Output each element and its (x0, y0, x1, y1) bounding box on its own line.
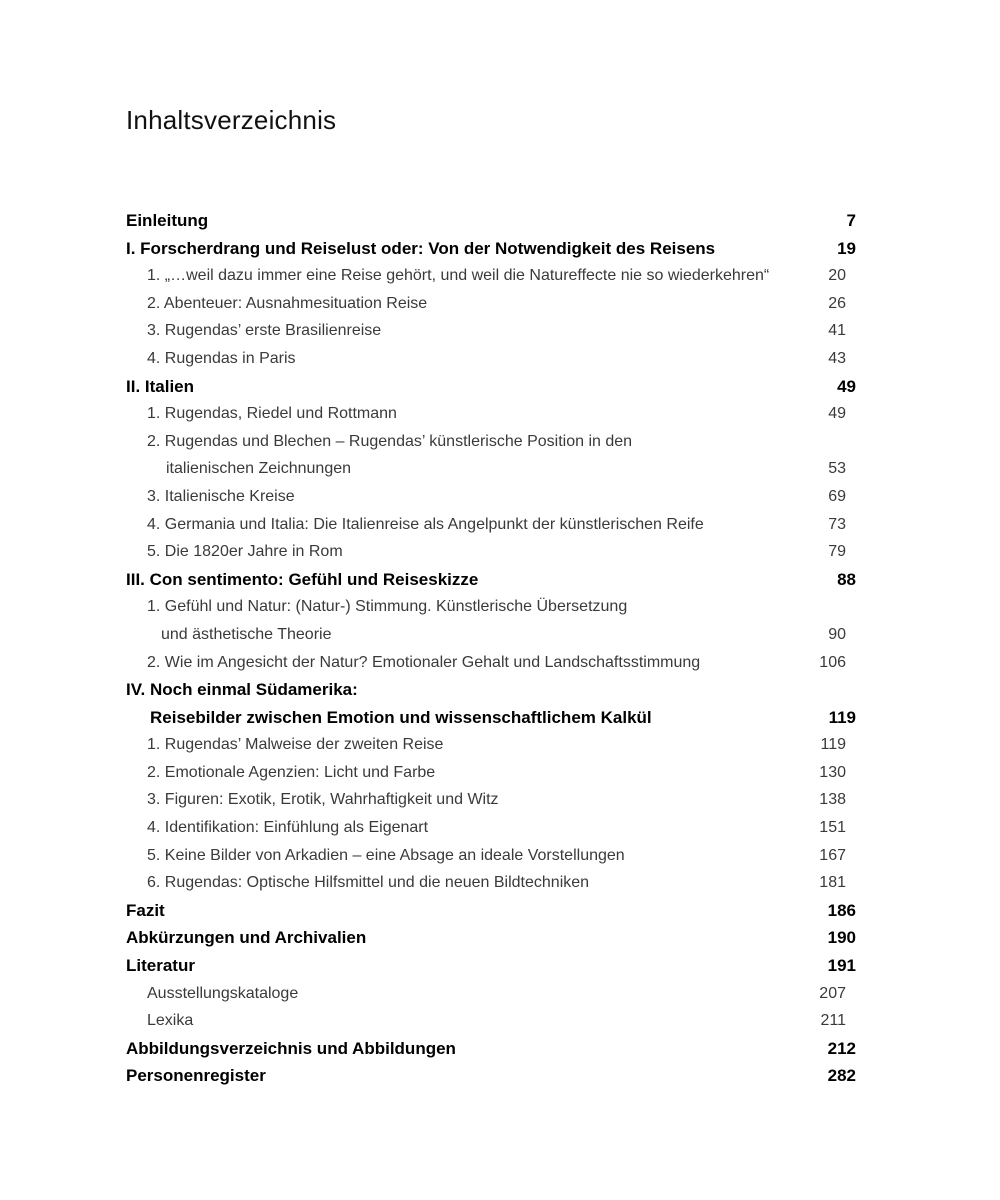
toc-section (126, 649, 856, 677)
toc-entry-title: 4. Rugendas in Paris (147, 349, 296, 367)
toc-page-number: 20 (828, 267, 846, 285)
toc-page-number: 41 (828, 322, 846, 340)
toc-section-continuation (126, 455, 856, 483)
toc-entry-title: 3. Rugendas’ erste Brasilienreise (147, 322, 382, 340)
toc-entry-title: 1. Gefühl und Natur: (Natur-) Stimmung. Künstlerische Übersetzung (147, 598, 628, 616)
toc-page-number: 138 (819, 791, 846, 809)
toc-entry-title: Fazit (126, 900, 165, 920)
toc-section (126, 290, 856, 318)
toc-entry-title: 3. Italienische Kreise (147, 487, 295, 505)
toc-page-number: 211 (820, 1012, 846, 1030)
toc-page-number: 88 (837, 569, 856, 589)
toc-chapter (126, 235, 856, 263)
toc-page-number: 79 (828, 543, 846, 561)
toc-page-number: 49 (837, 376, 856, 396)
toc-chapter (126, 676, 856, 704)
toc-section (126, 593, 856, 621)
toc-entry-title: 2. Rugendas und Blechen – Rugendas’ künstlerische Position in den (147, 432, 633, 450)
toc-section (126, 759, 856, 787)
toc-entry-title: italienischen Zeichnungen (166, 460, 352, 478)
toc-page-number: 167 (819, 846, 846, 864)
toc-entry-title: I. Forscherdrang und Reiselust oder: Von der Notwendigkeit des Reisens (126, 238, 716, 258)
toc-entry-title: 4. Identifikation: Einfühlung als Eigenart (147, 819, 429, 837)
toc-page-number: 90 (828, 625, 846, 643)
toc-page-number: 7 (846, 211, 856, 230)
toc-section-continuation (126, 621, 856, 649)
toc-section (126, 869, 856, 897)
toc-page-number: 282 (827, 1066, 856, 1086)
toc-section (126, 786, 856, 814)
toc-entry-title: 3. Figuren: Exotik, Erotik, Wahrhaftigkeit und Witz (147, 791, 499, 809)
toc-page-number: 106 (819, 653, 846, 671)
toc-page-number: 119 (828, 707, 856, 727)
toc-chapter (126, 1035, 856, 1063)
toc-section (126, 980, 856, 1008)
toc-entry-title: 4. Germania und Italia: Die Italienreise als Angelpunkt der künstlerischen Reife (147, 515, 704, 533)
toc-page-number: 73 (828, 515, 846, 533)
toc-section (126, 814, 856, 842)
toc-section (126, 731, 856, 759)
toc-page-number: 190 (827, 928, 856, 948)
toc-page-number: 181 (819, 874, 846, 892)
toc-page-number: 43 (828, 349, 846, 367)
toc-entry-title: 2. Abenteuer: Ausnahmesituation Reise (147, 294, 428, 312)
toc-entry-title: Reisebilder zwischen Emotion und wissenschaftlichem Kalkül (150, 707, 652, 727)
toc-page-number: 49 (828, 405, 846, 423)
toc-page-number: 26 (828, 294, 846, 312)
toc-section (126, 317, 856, 345)
toc-entry-title: IV. Noch einmal Südamerika: (126, 680, 358, 700)
toc-entry-title: Abbildungsverzeichnis und Abbildungen (126, 1038, 456, 1058)
toc-entry-title: Ausstellungskataloge (147, 984, 299, 1002)
table-of-contents (126, 207, 856, 1090)
toc-entry-title: 1. „…weil dazu immer eine Reise gehört, und weil die Natureffecte nie so wiederkehren“ (147, 267, 770, 285)
toc-chapter (126, 373, 856, 401)
toc-entry-title: und ästhetische Theorie (161, 625, 332, 643)
toc-entry-title: 6. Rugendas: Optische Hilfsmittel und die neuen Bildtechniken (147, 874, 590, 892)
toc-section (126, 262, 856, 290)
toc-chapter (126, 1062, 856, 1090)
toc-entry-title: 1. Rugendas’ Malweise der zweiten Reise (147, 736, 444, 754)
toc-page-number: 69 (828, 487, 846, 505)
toc-entry-title: 5. Die 1820er Jahre in Rom (147, 543, 343, 561)
toc-section (126, 345, 856, 373)
toc-page-number: 53 (828, 460, 846, 478)
toc-entry-title: 5. Keine Bilder von Arkadien – eine Absage an ideale Vorstellungen (147, 846, 625, 864)
toc-section (126, 1007, 856, 1035)
toc-entry-title: Einleitung (126, 211, 209, 230)
toc-section (126, 400, 856, 428)
toc-page-number: 119 (820, 736, 846, 754)
toc-chapter (126, 924, 856, 952)
toc-entry-title: II. Italien (126, 376, 195, 396)
toc-chapter (126, 207, 856, 235)
toc-entry-title: 2. Wie im Angesicht der Natur? Emotionaler Gehalt und Landschaftsstimmung (147, 653, 701, 671)
toc-entry-title: Lexika (147, 1012, 194, 1030)
toc-chapter (126, 952, 856, 980)
toc-chapter (126, 566, 856, 594)
toc-page-number: 19 (837, 238, 856, 258)
toc-section (126, 428, 856, 456)
toc-page-number: 207 (819, 984, 846, 1002)
toc-section (126, 538, 856, 566)
toc-section (126, 842, 856, 870)
toc-entry-title: 1. Rugendas, Riedel und Rottmann (147, 405, 397, 423)
toc-chapter (126, 897, 856, 925)
toc-entry-title: III. Con sentimento: Gefühl und Reiseskizze (126, 569, 479, 589)
toc-entry-title: Abkürzungen und Archivalien (126, 928, 367, 948)
toc-section (126, 511, 856, 539)
toc-page-number: 151 (819, 819, 846, 837)
toc-entry-title: 2. Emotionale Agenzien: Licht und Farbe (147, 763, 436, 781)
toc-page-number: 212 (827, 1038, 856, 1058)
toc-page-number: 130 (819, 763, 846, 781)
toc-page-number: 186 (827, 900, 856, 920)
toc-section (126, 483, 856, 511)
toc-chapter-continuation (126, 704, 856, 732)
toc-page-number: 191 (827, 956, 856, 976)
page-title: Inhaltsverzeichnis (126, 105, 337, 135)
toc-entry-title: Personenregister (126, 1066, 266, 1086)
toc-entry-title: Literatur (126, 956, 195, 976)
